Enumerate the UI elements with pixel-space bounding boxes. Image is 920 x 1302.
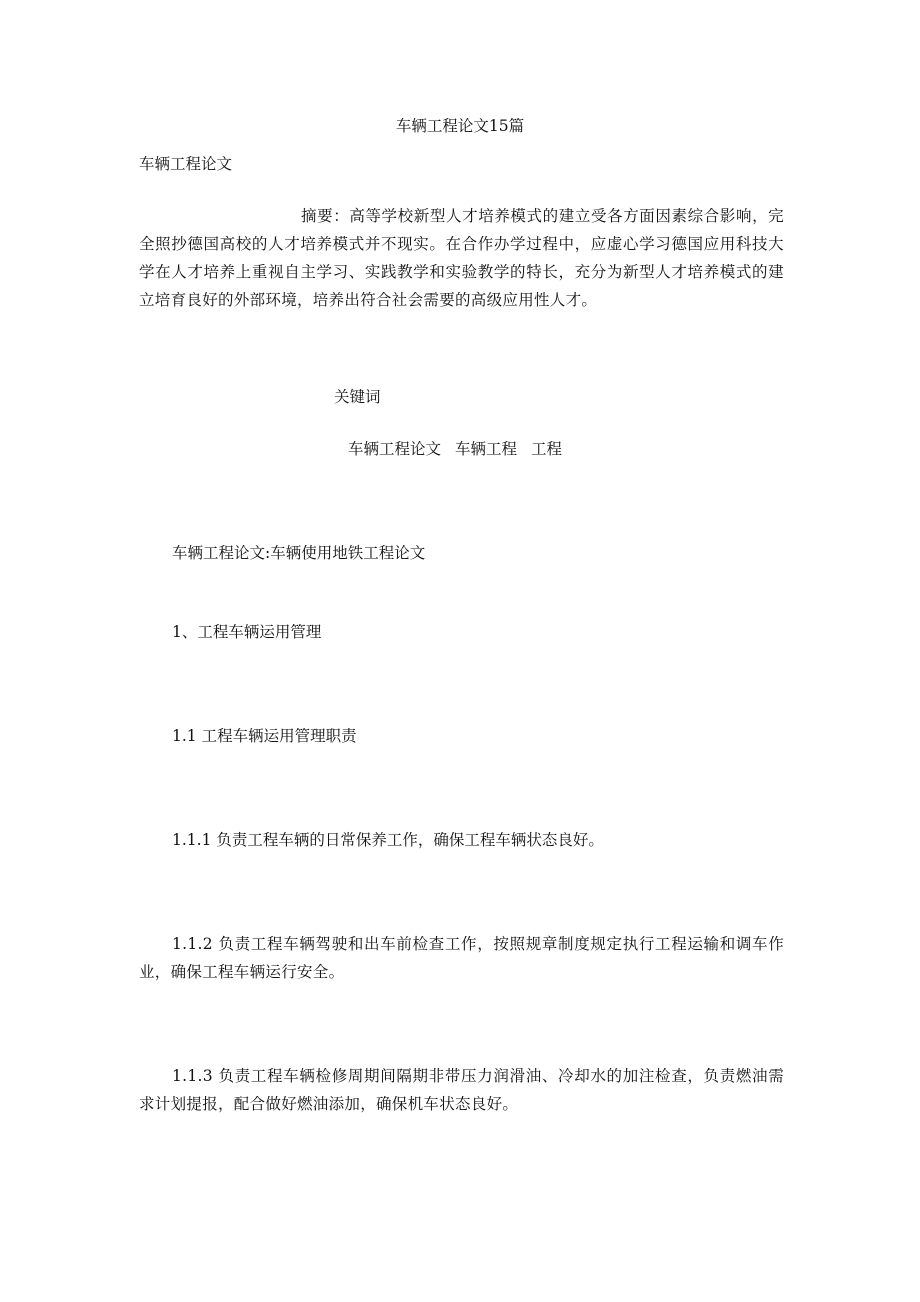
item-1-1-3: 1.1.3 负责工程车辆检修周期间隔期非带压力润滑油、冷却水的加注检查，负责燃油需求计划提报，配合做好燃油添加，确保机车状态良好。 [139,1067,784,1113]
document-title: 车辆工程论文15篇 [395,117,525,135]
item-1-1-2: 1.1.2 负责工程车辆驾驶和出车前检查工作，按照规章制度规定执行工程运输和调车作业，确保工程车辆运行安全。 [139,935,784,981]
keyword-item: 车辆工程论文 [347,440,441,458]
section-1-heading: 1、工程车辆运用管理 [172,623,322,641]
item-1-1-1: 1.1.1 负责工程车辆的日常保养工作，确保工程车辆状态良好。 [172,831,604,849]
keyword-item: 工程 [531,440,563,458]
article-subtitle: 车辆工程论文:车辆使用地铁工程论文 [172,544,426,562]
keywords-label: 关键词 [334,388,381,406]
abstract-paragraph: 摘要：高等学校新型人才培养模式的建立受各方面因素综合影响，完全照抄德国高校的人才培养模式并不现实。在合作办学过程中，应虚心学习德国应用科技大学在人才培养上重视自主学习、实践教学和实验教学的特长，充分为新型人才培养模式的建立培育良好的外部环境，培养出符合社会需要的高级应用性人才。 [139,207,784,309]
keyword-item: 车辆工程 [454,440,517,458]
keywords-list [0,435,915,463]
section-heading: 车辆工程论文 [139,155,233,173]
section-1-1-heading: 1.1 工程车辆运用管理职责 [172,727,357,745]
